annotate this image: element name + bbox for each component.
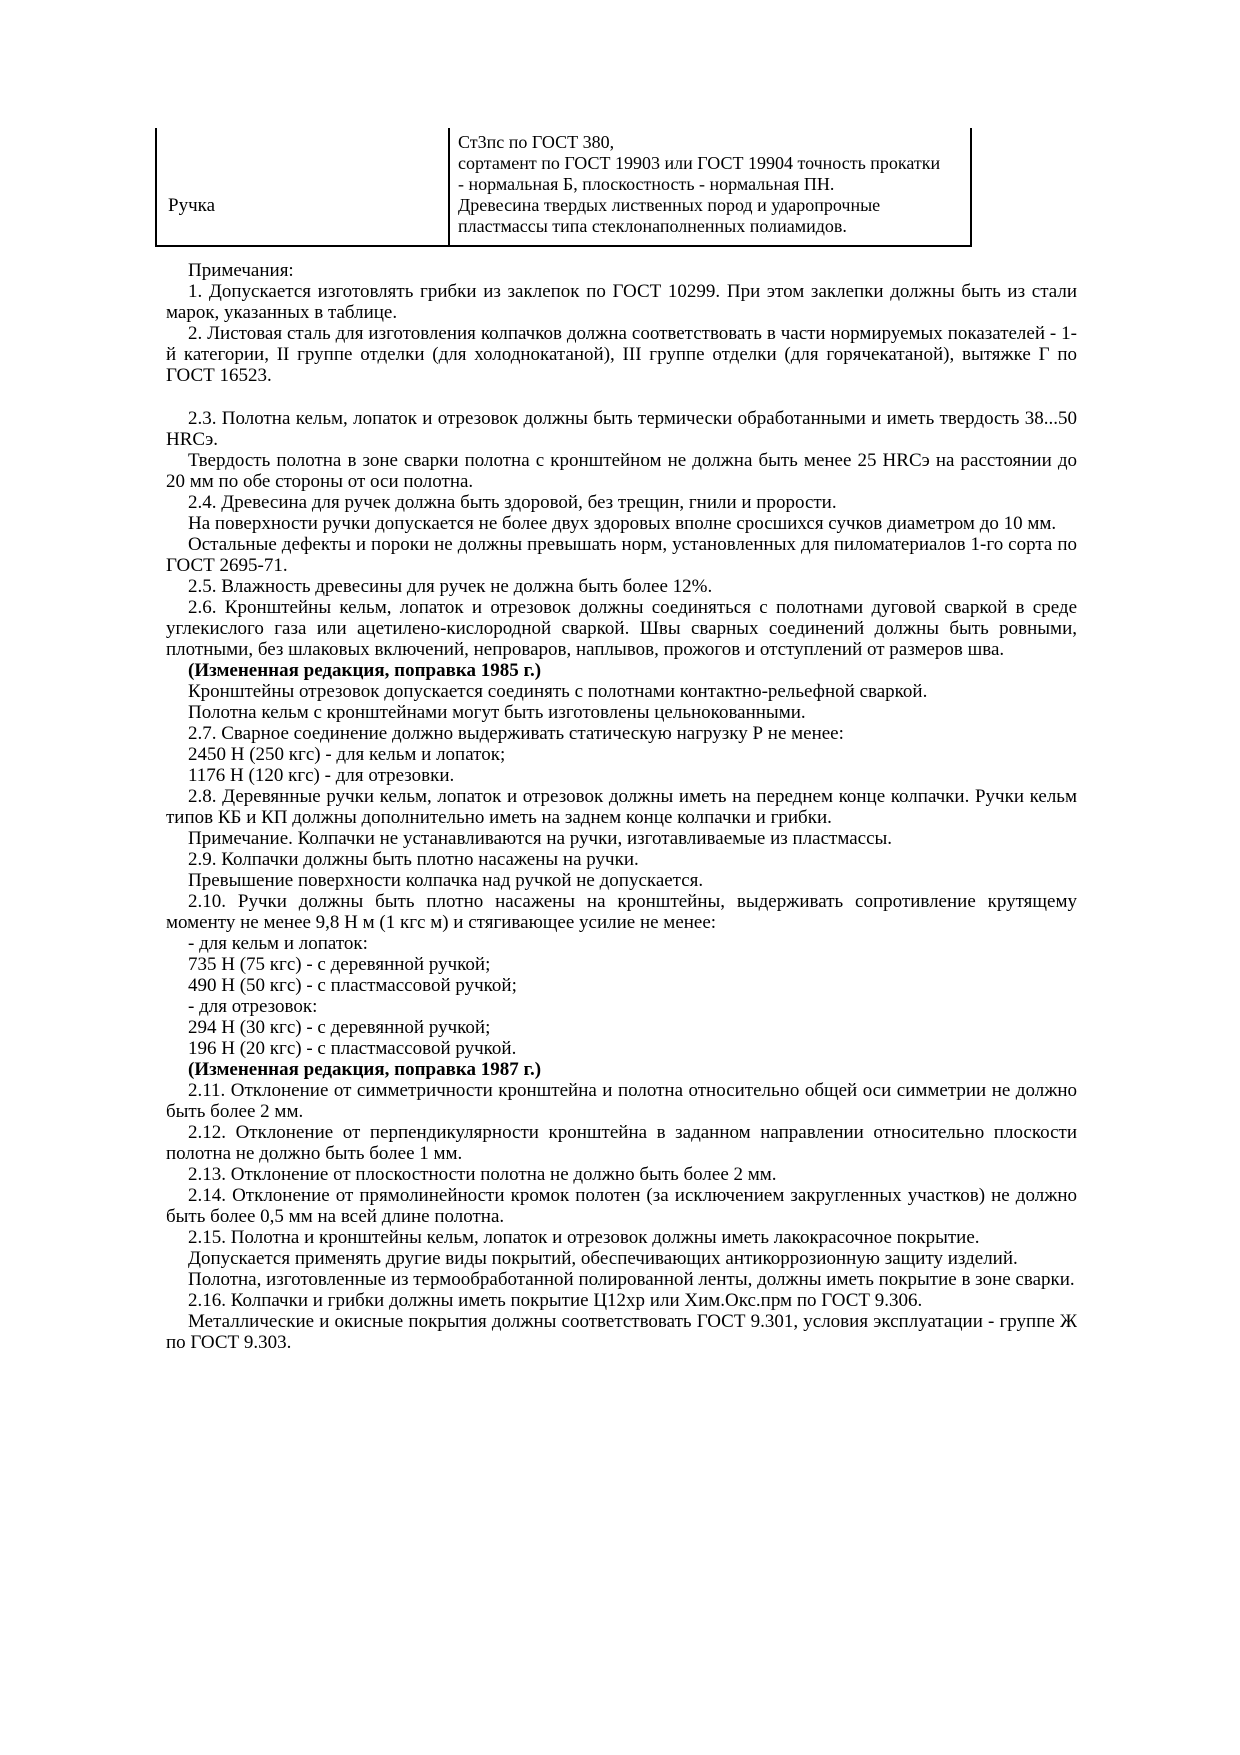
paragraph-28: 2.11. Отклонение от симметричности кронштейна и полотна относительно общей оси симметрии не должно быть более 2 мм. xyxy=(166,1080,1077,1122)
paragraph-27: (Измененная редакция, поправка 1987 г.) xyxy=(188,1059,542,1080)
paragraph-31: 2.14. Отклонение от прямолинейности кромок полотен (за исключением закругленных участков) не должно быть более 0,5 мм на всей длине полотна. xyxy=(166,1185,1077,1227)
material-spec-line: Ст3пс по ГОСТ 380, xyxy=(458,132,615,152)
paragraph-20: 2.10. Ручки должны быть плотно насажены на кронштейны, выдерживать сопротивление крутящему моменту не менее 9,8 Н м (1 кгс м) и стягивающее усилие не менее: xyxy=(166,891,1077,933)
paragraph-9: 2.6. Кронштейны кельм, лопаток и отрезовок должны соединяться с полотнами дуговой сваркой в среде углекислого газа или ацетилено-кислородной сваркой. Швы сварных соединений должны быть ровными, плотными, без шлаковых включений, непроваров, наплывов, прожогов и отступлений от размеров шва. xyxy=(166,597,1077,660)
paragraph-3: 2.3. Полотна кельм, лопаток и отрезовок должны быть термически обработанными и иметь твердость 38...50 HRCэ. xyxy=(166,408,1077,450)
paragraph-36: Металлические и окисные покрытия должны соответствовать ГОСТ 9.301, условия эксплуатации - группе Ж по ГОСТ 9.303. xyxy=(166,1311,1077,1353)
material-spec-line: - нормальная Б, плоскостность - нормальная ПН. xyxy=(458,174,835,194)
paragraph-1: 1. Допускается изготовлять грибки из заклепок по ГОСТ 10299. При этом заклепки должны быть из стали марок, указанных в таблице. xyxy=(166,281,1077,323)
paragraph-29: 2.12. Отклонение от перпендикулярности кронштейна в заданном направлении относительно плоскости полотна не должно быть более 1 мм. xyxy=(166,1122,1077,1164)
paragraph-18: 2.9. Колпачки должны быть плотно насажены на ручки. xyxy=(188,849,639,870)
paragraph-34: Полотна, изготовленные из термообработанной полированной ленты, должны иметь покрытие в зоне сварки. xyxy=(188,1269,1075,1290)
paragraph-32: 2.15. Полотна и кронштейны кельм, лопаток и отрезовок должны иметь лакокрасочное покрытие. xyxy=(188,1227,980,1248)
paragraph-2: 2. Листовая сталь для изготовления колпачков должна соответствовать в части нормируемых показателей - 1-й категории, II группе отделки (для холоднокатаной), III группе отделки (для горячекатаной), вытяжке Г по ГОСТ 16523. xyxy=(166,323,1077,386)
paragraph-10: (Измененная редакция, поправка 1985 г.) xyxy=(188,660,542,681)
paragraph-8: 2.5. Влажность древесины для ручек не должна быть более 12%. xyxy=(188,576,713,597)
paragraph-7: Остальные дефекты и пороки не должны превышать норм, установленных для пиломатериалов 1-го сорта по ГОСТ 2695-71. xyxy=(166,534,1077,576)
paragraph-22: 735 Н (75 кгс) - с деревянной ручкой; xyxy=(188,954,491,975)
paragraph-23: 490 Н (50 кгс) - с пластмассовой ручкой; xyxy=(188,975,517,996)
material-spec-line: пластмассы типа стеклонаполненных полиамидов. xyxy=(458,216,847,236)
material-spec-line: Древесина твердых лиственных пород и ударопрочные xyxy=(458,195,881,215)
paragraph-0: Примечания: xyxy=(188,260,294,281)
paragraph-11: Кронштейны отрезовок допускается соединять с полотнами контактно-рельефной сваркой. xyxy=(188,681,928,702)
materials-table xyxy=(155,128,972,247)
paragraph-15: 1176 Н (120 кгс) - для отрезовки. xyxy=(188,765,455,786)
part-name-label: Ручка xyxy=(168,195,215,216)
paragraph-12: Полотна кельм с кронштейнами могут быть изготовлены цельнокованными. xyxy=(188,702,806,723)
paragraph-14: 2450 Н (250 кгс) - для кельм и лопаток; xyxy=(188,744,506,765)
paragraph-26: 196 Н (20 кгс) - с пластмассовой ручкой. xyxy=(188,1038,517,1059)
document-body xyxy=(166,260,1077,1353)
paragraph-33: Допускается применять другие виды покрытий, обеспечивающих антикоррозионную защиту изделий. xyxy=(188,1248,1018,1269)
paragraph-16: 2.8. Деревянные ручки кельм, лопаток и отрезовок должны иметь на переднем конце колпачки. Ручки кельм типов КБ и КП должны дополнительно иметь на заднем конце колпачки и грибки. xyxy=(166,786,1077,828)
table-cell-part-name xyxy=(157,128,450,245)
paragraph-6: На поверхности ручки допускается не более двух здоровых вполне сросшихся сучков диаметром до 10 мм. xyxy=(188,513,1057,534)
paragraph-5: 2.4. Древесина для ручек должна быть здоровой, без трещин, гнили и прорости. xyxy=(188,492,837,513)
paragraph-25: 294 Н (30 кгс) - с деревянной ручкой; xyxy=(188,1017,491,1038)
paragraph-17: Примечание. Колпачки не устанавливаются на ручки, изготавливаемые из пластмассы. xyxy=(188,828,893,849)
paragraph-4: Твердость полотна в зоне сварки полотна с кронштейном не должна быть менее 25 HRCэ на расстоянии до 20 мм по обе стороны от оси полотна. xyxy=(166,450,1077,492)
paragraph-24: - для отрезовок: xyxy=(188,996,318,1017)
paragraph-13: 2.7. Сварное соединение должно выдерживать статическую нагрузку Р не менее: xyxy=(188,723,844,744)
paragraph-35: 2.16. Колпачки и грибки должны иметь покрытие Ц12хр или Хим.Окс.прм по ГОСТ 9.306. xyxy=(188,1290,923,1311)
paragraph-21: - для кельм и лопаток: xyxy=(188,933,368,954)
paragraph-19: Превышение поверхности колпачка над ручкой не допускается. xyxy=(188,870,704,891)
material-spec-line: сортамент по ГОСТ 19903 или ГОСТ 19904 точность прокатки xyxy=(458,153,941,173)
table-cell-material-spec xyxy=(450,128,970,245)
paragraph-30: 2.13. Отклонение от плоскостности полотна не должно быть более 2 мм. xyxy=(188,1164,777,1185)
